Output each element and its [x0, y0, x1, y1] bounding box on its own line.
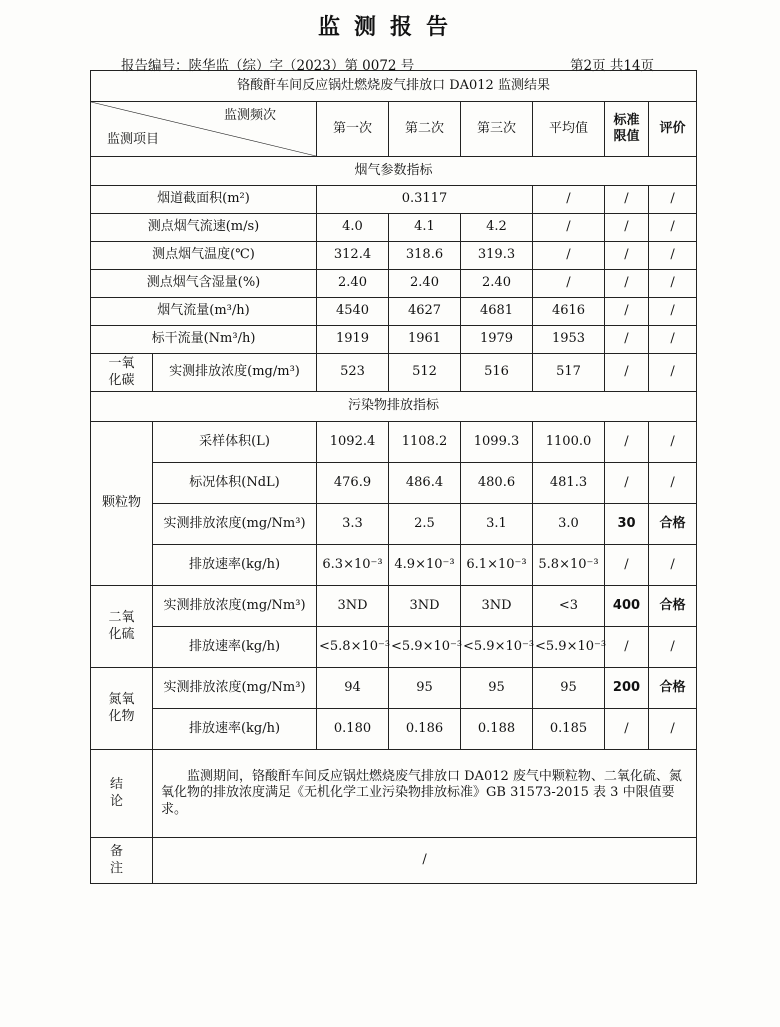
cell-value: 1919	[317, 326, 389, 354]
cell-value: 4.2	[461, 214, 533, 242]
cell-value: /	[649, 214, 697, 242]
cell-value: /	[649, 422, 697, 463]
cell-value: 95	[533, 668, 605, 709]
remark-label: 备 注	[91, 838, 153, 884]
cell-value: 200	[605, 668, 649, 709]
diagonal-header-cell	[91, 102, 317, 157]
cell-value: 1092.4	[317, 422, 389, 463]
cell-value: /	[605, 545, 649, 586]
cell-value: 94	[317, 668, 389, 709]
cell-value: 0.3117	[317, 186, 533, 214]
row-label: 实测排放浓度(mg/Nm³)	[153, 504, 317, 545]
cell-value: /	[605, 298, 649, 326]
cell-value: /	[605, 186, 649, 214]
cell-value: 516	[461, 354, 533, 392]
cell-value: 4681	[461, 298, 533, 326]
table-title: 铬酸酐车间反应锅灶燃烧废气排放口 DA012 监测结果	[91, 71, 697, 102]
remark-value: /	[153, 838, 697, 884]
cell-value: /	[605, 270, 649, 298]
cell-value: /	[649, 326, 697, 354]
cell-value: /	[649, 354, 697, 392]
row-label: 测点烟气温度(℃)	[91, 242, 317, 270]
cell-value: 1953	[533, 326, 605, 354]
cell-value: 512	[389, 354, 461, 392]
group-label-so2: 二氧 化硫	[91, 586, 153, 668]
col-header-eval: 评价	[649, 102, 697, 157]
row-label: 实测排放浓度(mg/m³)	[153, 354, 317, 392]
cell-value: 4627	[389, 298, 461, 326]
cell-value: 523	[317, 354, 389, 392]
cell-value: /	[605, 242, 649, 270]
results-table	[90, 70, 697, 884]
cell-value: /	[533, 242, 605, 270]
cell-value: 6.3×10⁻³	[317, 545, 389, 586]
group-label-nox: 氮氧 化物	[91, 668, 153, 750]
cell-value: 486.4	[389, 463, 461, 504]
cell-value: 0.188	[461, 709, 533, 750]
cell-value: 0.185	[533, 709, 605, 750]
row-label: 采样体积(L)	[153, 422, 317, 463]
cell-value: 3.1	[461, 504, 533, 545]
col-header: 第三次	[461, 102, 533, 157]
cell-value: /	[649, 242, 697, 270]
cell-value: 3ND	[461, 586, 533, 627]
cell-value: 4.0	[317, 214, 389, 242]
cell-value: 6.1×10⁻³	[461, 545, 533, 586]
cell-value: 1979	[461, 326, 533, 354]
section-pollutants: 污染物排放指标	[91, 392, 697, 422]
cell-value: 319.3	[461, 242, 533, 270]
cell-value: <5.8×10⁻³	[317, 627, 389, 668]
cell-value: 合格	[649, 504, 697, 545]
frequency-label: 监测频次	[223, 108, 276, 123]
report-number: 报告编号：陕华监（综）字（2023）第 0072 号	[121, 58, 415, 74]
row-label: 排放速率(kg/h)	[153, 709, 317, 750]
cell-value: /	[605, 463, 649, 504]
cell-value: 2.5	[389, 504, 461, 545]
row-label: 测点烟气含湿量(%)	[91, 270, 317, 298]
cell-value: /	[649, 298, 697, 326]
cell-value: /	[649, 627, 697, 668]
conclusion-text: 监测期间，铬酸酐车间反应锅灶燃烧废气排放口 DA012 废气中颗粒物、二氧化硫、氮氧化物的排放浓度满足《无机化学工业污染物排放标准》GB 31573-2015 表 3 中限值要求。	[153, 750, 697, 838]
cell-value: 4.9×10⁻³	[389, 545, 461, 586]
cell-value: 400	[605, 586, 649, 627]
cell-value: /	[649, 545, 697, 586]
cell-value: /	[533, 270, 605, 298]
row-label: 排放速率(kg/h)	[153, 545, 317, 586]
cell-value: 2.40	[317, 270, 389, 298]
col-header-limit: 标准 限值	[605, 102, 649, 157]
row-label: 排放速率(kg/h)	[153, 627, 317, 668]
cell-value: 481.3	[533, 463, 605, 504]
col-header: 第二次	[389, 102, 461, 157]
cell-value: 318.6	[389, 242, 461, 270]
cell-value: /	[605, 627, 649, 668]
cell-value: 517	[533, 354, 605, 392]
cell-value: 3ND	[389, 586, 461, 627]
row-label: 烟道截面积(m²)	[91, 186, 317, 214]
row-label: 测点烟气流速(m/s)	[91, 214, 317, 242]
cell-value: <5.9×10⁻³	[533, 627, 605, 668]
cell-value: 合格	[649, 668, 697, 709]
cell-value: 3.3	[317, 504, 389, 545]
cell-value: 0.186	[389, 709, 461, 750]
cell-value: 3ND	[317, 586, 389, 627]
cell-value: <5.9×10⁻³	[461, 627, 533, 668]
cell-value: /	[649, 709, 697, 750]
cell-value: /	[649, 186, 697, 214]
cell-value: /	[533, 186, 605, 214]
section-flue-params: 烟气参数指标	[91, 157, 697, 186]
cell-value: 2.40	[461, 270, 533, 298]
cell-value: <3	[533, 586, 605, 627]
conclusion-label: 结 论	[91, 750, 153, 838]
cell-value: /	[605, 709, 649, 750]
item-label: 监测项目	[107, 131, 160, 147]
cell-value: 4.1	[389, 214, 461, 242]
cell-value: 4616	[533, 298, 605, 326]
cell-value: 1961	[389, 326, 461, 354]
cell-value: 1100.0	[533, 422, 605, 463]
cell-value: 476.9	[317, 463, 389, 504]
page-info: 第2页 共14页	[570, 58, 655, 74]
cell-value: 2.40	[389, 270, 461, 298]
col-header: 平均值	[533, 102, 605, 157]
cell-value: 合格	[649, 586, 697, 627]
group-label-co: 一氧 化碳	[91, 354, 153, 392]
cell-value: 480.6	[461, 463, 533, 504]
cell-value: /	[605, 354, 649, 392]
row-label: 烟气流量(m³/h)	[91, 298, 317, 326]
row-label: 实测排放浓度(mg/Nm³)	[153, 586, 317, 627]
row-label: 标干流量(Nm³/h)	[91, 326, 317, 354]
cell-value: /	[605, 422, 649, 463]
cell-value: <5.9×10⁻³	[389, 627, 461, 668]
cell-value: 30	[605, 504, 649, 545]
col-header: 第一次	[317, 102, 389, 157]
cell-value: 3.0	[533, 504, 605, 545]
cell-value: /	[649, 270, 697, 298]
cell-value: 312.4	[317, 242, 389, 270]
cell-value: 95	[389, 668, 461, 709]
cell-value: /	[605, 326, 649, 354]
cell-value: /	[533, 214, 605, 242]
cell-value: 1108.2	[389, 422, 461, 463]
cell-value: /	[649, 463, 697, 504]
cell-value: 95	[461, 668, 533, 709]
document-title: 监测报告	[317, 15, 462, 40]
cell-value: 4540	[317, 298, 389, 326]
cell-value: 0.180	[317, 709, 389, 750]
cell-value: /	[605, 214, 649, 242]
cell-value: 5.8×10⁻³	[533, 545, 605, 586]
group-label-particulate: 颗粒物	[91, 422, 153, 586]
row-label: 标况体积(NdL)	[153, 463, 317, 504]
row-label: 实测排放浓度(mg/Nm³)	[153, 668, 317, 709]
cell-value: 1099.3	[461, 422, 533, 463]
